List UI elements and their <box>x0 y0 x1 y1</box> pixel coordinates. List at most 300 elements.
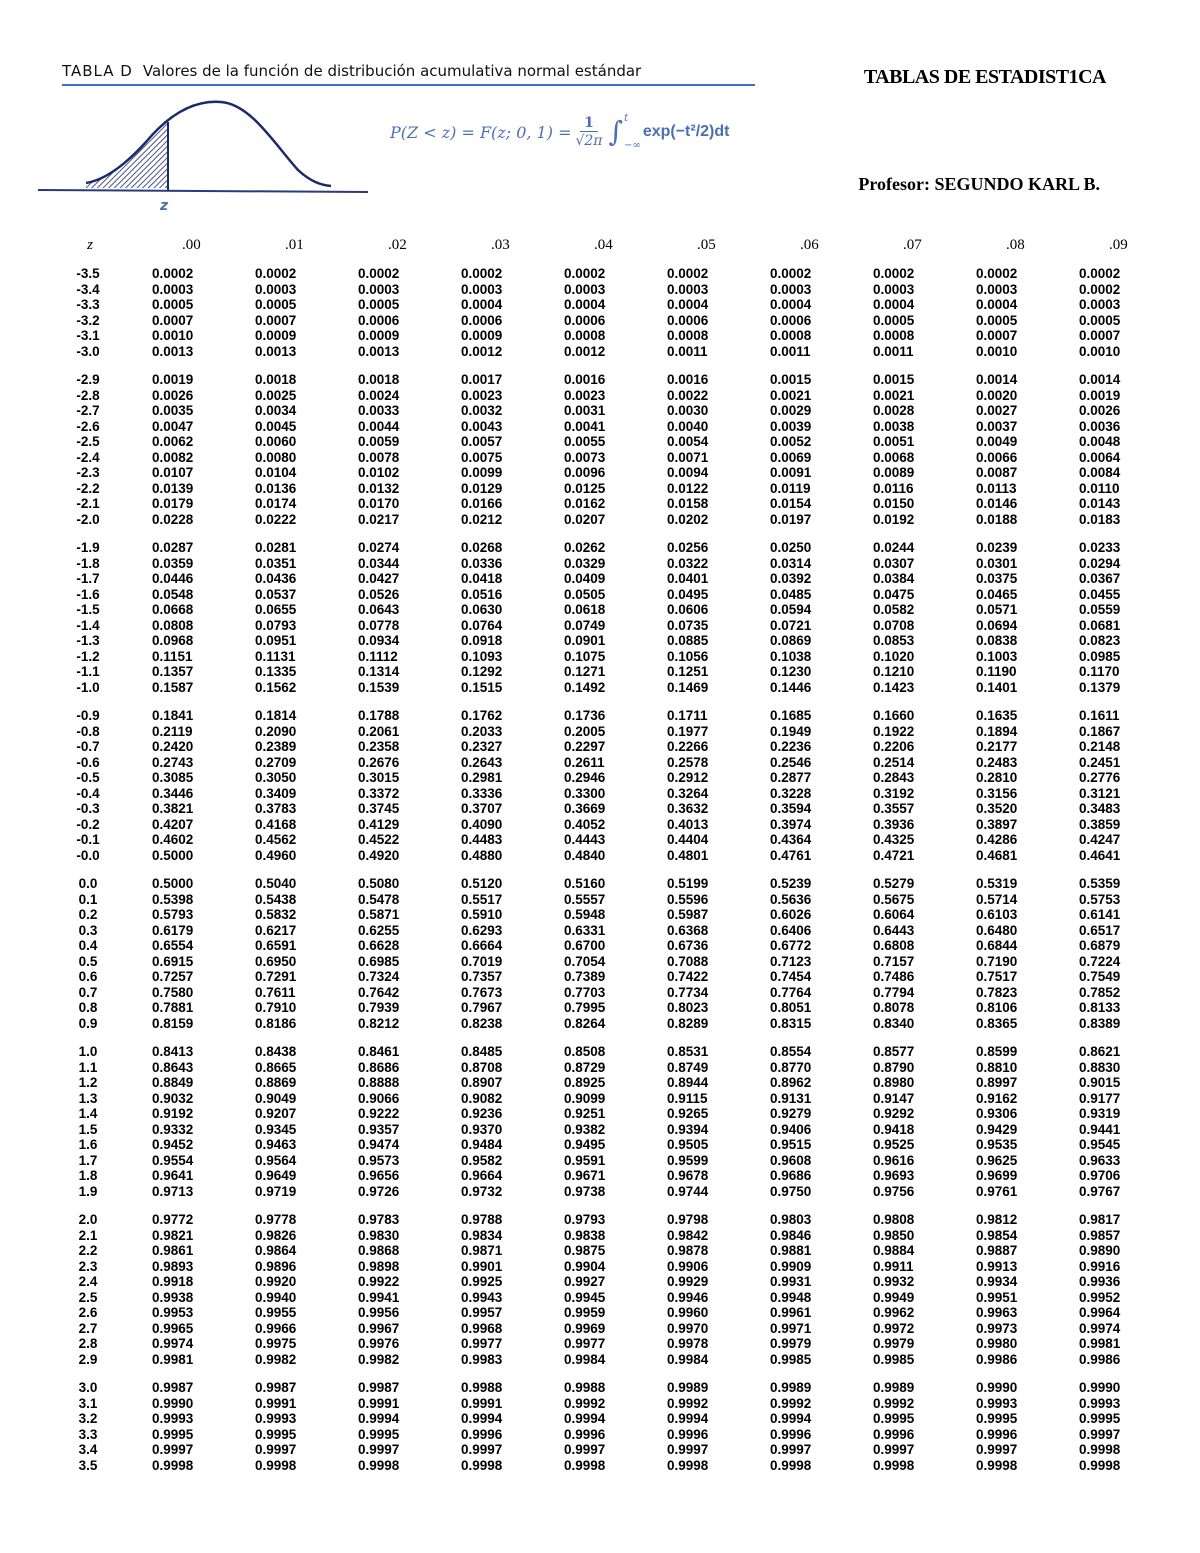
probability-cell: 0.9998 <box>873 1457 915 1473</box>
probability-cell: 0.0136 <box>255 480 297 496</box>
probability-cell: 0.5675 <box>873 891 915 907</box>
probability-cell: 0.9898 <box>358 1258 400 1274</box>
table-row <box>60 985 1150 1001</box>
probability-cell: 0.0007 <box>976 328 1018 343</box>
probability-cell: 0.1492 <box>564 679 606 695</box>
probability-cell: 0.6064 <box>873 907 915 922</box>
professor-name: Profesor: SEGUNDO KARL B. <box>858 174 1100 194</box>
table-row <box>60 403 1150 419</box>
probability-cell: 0.0951 <box>255 633 297 648</box>
probability-cell: 0.6255 <box>358 922 400 938</box>
probability-cell: 0.1093 <box>461 648 503 664</box>
table-row <box>60 633 1150 649</box>
probability-cell: 0.9292 <box>873 1106 915 1121</box>
probability-cell: 0.9573 <box>358 1152 400 1168</box>
probability-cell: 0.0749 <box>564 617 606 633</box>
probability-cell: 0.6480 <box>976 922 1018 938</box>
probability-cell: 0.4483 <box>461 832 503 847</box>
table-row <box>60 1091 1150 1107</box>
table-row <box>60 1228 1150 1244</box>
probability-cell: 0.9998 <box>255 1457 297 1473</box>
probability-cell: 0.9893 <box>152 1258 194 1274</box>
table-row <box>60 1212 1150 1228</box>
column-header: .07 <box>903 236 922 253</box>
probability-cell: 0.4090 <box>461 816 503 832</box>
probability-cell: 0.3821 <box>152 801 194 816</box>
table-row <box>60 1442 1150 1458</box>
probability-cell: 0.4681 <box>976 847 1018 863</box>
z-value: -0.3 <box>76 801 100 816</box>
probability-cell: 0.8729 <box>564 1059 606 1075</box>
formula-integrand: exp(−t²/2)dt <box>642 123 730 140</box>
probability-cell: 0.0032 <box>461 403 503 418</box>
z-value: 3.1 <box>78 1395 98 1411</box>
probability-cell: 0.1685 <box>770 708 812 723</box>
z-value: -1.3 <box>76 633 100 648</box>
probability-cell: 0.9996 <box>667 1426 709 1442</box>
probability-cell: 0.3015 <box>358 770 400 785</box>
probability-cell: 0.1736 <box>564 708 606 723</box>
probability-cell: 0.0036 <box>1079 418 1121 434</box>
probability-cell: 0.0071 <box>667 449 709 465</box>
table-row <box>60 297 1150 313</box>
probability-cell: 0.0329 <box>564 555 606 571</box>
z-value: -3.2 <box>76 312 100 328</box>
table-row <box>60 786 1150 802</box>
probability-cell: 0.2483 <box>976 754 1018 770</box>
probability-cell: 0.0012 <box>461 343 503 359</box>
probability-cell: 0.5279 <box>873 876 915 891</box>
probability-cell: 0.9953 <box>152 1305 194 1320</box>
probability-cell: 0.4364 <box>770 832 812 847</box>
probability-cell: 0.0094 <box>667 465 709 480</box>
probability-cell: 0.9850 <box>873 1227 915 1243</box>
probability-cell: 0.9878 <box>667 1243 709 1258</box>
probability-cell: 0.7019 <box>461 953 503 969</box>
probability-cell: 0.8531 <box>667 1044 709 1059</box>
probability-cell: 0.0003 <box>873 281 915 297</box>
probability-cell: 0.4721 <box>873 847 915 863</box>
probability-cell: 0.9525 <box>873 1137 915 1152</box>
z-value: -2.0 <box>76 511 100 527</box>
probability-cell: 0.0008 <box>770 328 812 343</box>
probability-cell: 0.5478 <box>358 891 400 907</box>
probability-cell: 0.0099 <box>461 465 503 480</box>
probability-cell: 0.0041 <box>564 418 606 434</box>
probability-cell: 0.0082 <box>152 449 194 465</box>
probability-cell: 0.4207 <box>152 816 194 832</box>
z-value: -0.8 <box>76 723 100 739</box>
probability-cell: 0.5000 <box>152 876 194 891</box>
probability-cell: 0.7224 <box>1079 953 1121 969</box>
probability-cell: 0.3936 <box>873 816 915 832</box>
z-value: -2.6 <box>76 418 100 434</box>
probability-cell: 0.3192 <box>873 785 915 801</box>
probability-cell: 0.3409 <box>255 785 297 801</box>
table-row <box>60 876 1150 892</box>
probability-cell: 0.0268 <box>461 540 503 555</box>
table-row <box>60 587 1150 603</box>
table-row <box>60 1153 1150 1169</box>
probability-cell: 0.2177 <box>976 739 1018 754</box>
probability-cell: 0.9970 <box>667 1320 709 1336</box>
probability-cell: 0.0735 <box>667 617 709 633</box>
probability-cell: 0.1841 <box>152 708 194 723</box>
probability-cell: 0.9948 <box>770 1289 812 1305</box>
probability-cell: 0.0475 <box>873 586 915 602</box>
probability-cell: 0.1292 <box>461 664 503 679</box>
probability-cell: 0.7673 <box>461 984 503 1000</box>
probability-cell: 0.8315 <box>770 1015 812 1031</box>
probability-cell: 0.6772 <box>770 938 812 953</box>
probability-cell: 0.9997 <box>358 1442 400 1457</box>
probability-cell: 0.9177 <box>1079 1090 1121 1106</box>
probability-cell: 0.0548 <box>152 586 194 602</box>
probability-cell: 0.0113 <box>976 480 1017 496</box>
probability-cell: 0.0080 <box>255 449 297 465</box>
probability-cell: 0.8997 <box>976 1075 1018 1090</box>
probability-cell: 0.9625 <box>976 1152 1018 1168</box>
table-row <box>60 1274 1150 1290</box>
probability-cell: 0.0069 <box>770 449 812 465</box>
probability-cell: 0.9319 <box>1079 1106 1121 1121</box>
table-row <box>60 649 1150 665</box>
probability-cell: 0.9918 <box>152 1274 194 1289</box>
table-row <box>60 907 1150 923</box>
probability-cell: 0.9992 <box>873 1395 915 1411</box>
probability-cell: 0.0281 <box>255 540 297 555</box>
probability-cell: 0.9998 <box>152 1457 194 1473</box>
probability-cell: 0.6406 <box>770 922 812 938</box>
z-value: -2.4 <box>76 449 100 465</box>
probability-cell: 0.9993 <box>152 1411 194 1426</box>
probability-cell: 0.9793 <box>564 1212 606 1227</box>
probability-cell: 0.0485 <box>770 586 812 602</box>
probability-cell: 0.9279 <box>770 1106 812 1121</box>
probability-cell: 0.0089 <box>873 465 915 480</box>
probability-cell: 0.0004 <box>770 297 812 312</box>
table-row <box>60 1458 1150 1487</box>
probability-cell: 0.0047 <box>152 418 194 434</box>
probability-cell: 0.9357 <box>358 1121 400 1137</box>
probability-cell: 0.0005 <box>152 297 194 312</box>
probability-cell: 0.7967 <box>461 1000 503 1015</box>
probability-cell: 0.9887 <box>976 1243 1018 1258</box>
probability-cell: 0.8133 <box>1079 1000 1121 1015</box>
probability-cell: 0.9996 <box>976 1426 1018 1442</box>
probability-cell: 0.0004 <box>667 297 709 312</box>
table-row <box>60 664 1150 680</box>
probability-cell: 0.0250 <box>770 540 812 555</box>
probability-cell: 0.0002 <box>976 266 1018 281</box>
probability-cell: 0.1814 <box>255 708 297 723</box>
probability-cell: 0.0087 <box>976 465 1018 480</box>
probability-cell: 0.9826 <box>255 1227 297 1243</box>
probability-cell: 0.9980 <box>976 1336 1018 1351</box>
table-row <box>60 1411 1150 1427</box>
probability-cell: 0.1660 <box>873 708 915 723</box>
probability-cell: 0.7422 <box>667 969 709 984</box>
probability-cell: 0.7734 <box>667 984 709 1000</box>
probability-cell: 0.0183 <box>1079 511 1121 527</box>
probability-cell: 0.9998 <box>1079 1442 1121 1457</box>
probability-cell: 0.9992 <box>667 1395 709 1411</box>
probability-cell: 0.9821 <box>152 1227 194 1243</box>
probability-cell: 0.9911 <box>873 1258 914 1274</box>
probability-cell: 0.6554 <box>152 938 194 953</box>
probability-cell: 0.3859 <box>1079 816 1121 832</box>
probability-cell: 0.9989 <box>770 1380 812 1395</box>
probability-cell: 0.0006 <box>667 312 709 328</box>
z-value: 3.3 <box>78 1426 98 1442</box>
probability-cell: 0.0003 <box>152 281 194 297</box>
probability-cell: 0.4960 <box>255 847 297 863</box>
probability-cell: 0.0005 <box>873 312 915 328</box>
probability-cell: 0.0516 <box>461 586 503 602</box>
probability-cell: 0.9582 <box>461 1152 503 1168</box>
probability-cell: 0.0031 <box>564 403 606 418</box>
probability-cell: 0.4129 <box>358 816 400 832</box>
probability-cell: 0.0003 <box>976 281 1018 297</box>
probability-cell: 0.0808 <box>152 617 194 633</box>
z-value: -0.1 <box>76 832 100 847</box>
z-value: -3.3 <box>76 297 100 312</box>
probability-cell: 0.2119 <box>152 723 193 739</box>
z-value: 1.1 <box>78 1059 98 1075</box>
table-row <box>60 1243 1150 1259</box>
probability-cell: 0.6915 <box>152 953 194 969</box>
probability-cell: 0.6517 <box>1079 922 1121 938</box>
probability-cell: 0.8159 <box>152 1015 194 1031</box>
cdf-formula <box>390 113 729 151</box>
probability-cell: 0.0011 <box>873 343 914 359</box>
probability-cell: 0.5714 <box>976 891 1018 907</box>
probability-cell: 0.0003 <box>1079 297 1121 312</box>
probability-cell: 0.5319 <box>976 876 1018 891</box>
integral-limits <box>624 113 641 151</box>
table-row <box>60 328 1150 344</box>
probability-cell: 0.0446 <box>152 571 194 586</box>
z-value: 1.2 <box>78 1075 98 1090</box>
probability-cell: 0.0582 <box>873 602 915 617</box>
x-axis <box>38 190 368 192</box>
z-value: -1.9 <box>76 540 100 555</box>
probability-cell: 0.9394 <box>667 1121 709 1137</box>
probability-cell: 0.0008 <box>873 328 915 343</box>
probability-cell: 0.4286 <box>976 832 1018 847</box>
probability-cell: 0.9608 <box>770 1152 812 1168</box>
probability-cell: 0.0212 <box>461 511 503 527</box>
probability-cell: 0.0005 <box>358 297 400 312</box>
probability-cell: 0.7995 <box>564 1000 606 1015</box>
probability-cell: 0.9976 <box>358 1336 400 1351</box>
probability-cell: 0.9990 <box>152 1395 194 1411</box>
probability-cell: 0.0401 <box>667 571 709 586</box>
probability-cell: 0.9719 <box>255 1183 297 1199</box>
probability-cell: 0.8577 <box>873 1044 915 1059</box>
probability-cell: 0.9115 <box>667 1090 708 1106</box>
z-value: -0.5 <box>76 770 100 785</box>
probability-cell: 0.0018 <box>358 372 400 387</box>
probability-cell: 0.9998 <box>1079 1457 1121 1473</box>
probability-cell: 0.9951 <box>976 1289 1018 1305</box>
probability-cell: 0.0869 <box>770 633 812 648</box>
probability-cell: 0.8643 <box>152 1059 194 1075</box>
probability-cell: 0.9988 <box>461 1380 503 1395</box>
probability-cell: 0.9982 <box>255 1351 297 1367</box>
probability-cell: 0.0002 <box>770 266 812 281</box>
probability-cell: 0.5596 <box>667 891 709 907</box>
probability-cell: 0.0005 <box>1079 312 1121 328</box>
table-row <box>60 1184 1150 1213</box>
probability-cell: 0.0003 <box>461 281 503 297</box>
probability-cell: 0.9993 <box>976 1395 1018 1411</box>
probability-cell: 0.0197 <box>770 511 812 527</box>
table-row <box>60 450 1150 466</box>
probability-cell: 0.6179 <box>152 922 194 938</box>
probability-cell: 0.0035 <box>152 403 194 418</box>
probability-cell: 0.2578 <box>667 754 709 770</box>
probability-cell: 0.1867 <box>1079 723 1121 739</box>
probability-cell: 0.0052 <box>770 434 812 449</box>
probability-cell: 0.2810 <box>976 770 1018 785</box>
probability-cell: 0.1515 <box>461 679 503 695</box>
probability-cell: 0.7486 <box>873 969 915 984</box>
probability-cell: 0.6844 <box>976 938 1018 953</box>
probability-cell: 0.0051 <box>873 434 915 449</box>
probability-cell: 0.9964 <box>1079 1305 1121 1320</box>
probability-cell: 0.9938 <box>152 1289 194 1305</box>
probability-cell: 0.9978 <box>667 1336 709 1351</box>
probability-cell: 0.9997 <box>564 1442 606 1457</box>
probability-cell: 0.0007 <box>255 312 297 328</box>
probability-cell: 0.0110 <box>1079 480 1120 496</box>
probability-cell: 0.0192 <box>873 511 915 527</box>
probability-cell: 0.0002 <box>667 266 709 281</box>
probability-cell: 0.0039 <box>770 418 812 434</box>
probability-cell: 0.0004 <box>564 297 606 312</box>
table-row <box>60 434 1150 450</box>
brand-title: TABLAS DE ESTADIST1CA <box>863 66 1106 88</box>
probability-cell: 0.9959 <box>564 1305 606 1320</box>
probability-cell: 0.9564 <box>255 1152 297 1168</box>
probability-cell: 0.5832 <box>255 907 297 922</box>
probability-cell: 0.7764 <box>770 984 812 1000</box>
probability-cell: 0.9992 <box>564 1395 606 1411</box>
table-row <box>60 969 1150 985</box>
probability-cell: 0.5948 <box>564 907 606 922</box>
header-spacer <box>60 258 1150 266</box>
z-value: 0.7 <box>78 984 98 1000</box>
probability-cell: 0.5160 <box>564 876 606 891</box>
probability-cell: 0.0618 <box>564 602 606 617</box>
probability-cell: 0.6950 <box>255 953 297 969</box>
probability-cell: 0.2709 <box>255 754 297 770</box>
probability-cell: 0.9997 <box>461 1442 503 1457</box>
probability-cell: 0.9049 <box>255 1090 297 1106</box>
probability-cell: 0.9998 <box>667 1457 709 1473</box>
table-row <box>60 832 1150 848</box>
probability-cell: 0.9713 <box>152 1183 194 1199</box>
probability-cell: 0.9616 <box>873 1152 915 1168</box>
probability-cell: 0.0007 <box>152 312 194 328</box>
probability-cell: 0.9306 <box>976 1106 1018 1121</box>
probability-cell: 0.7454 <box>770 969 812 984</box>
probability-cell: 0.0005 <box>255 297 297 312</box>
z-value: -1.0 <box>76 679 100 695</box>
probability-cell: 0.2236 <box>770 739 812 754</box>
table-row <box>60 1321 1150 1337</box>
probability-cell: 0.9971 <box>770 1320 812 1336</box>
column-header: .05 <box>697 236 716 253</box>
probability-cell: 0.2611 <box>564 754 605 770</box>
probability-cell: 0.3372 <box>358 785 400 801</box>
probability-cell: 0.1711 <box>667 708 708 723</box>
probability-cell: 0.9916 <box>1079 1258 1121 1274</box>
probability-cell: 0.8869 <box>255 1075 297 1090</box>
probability-cell: 0.9817 <box>1079 1212 1121 1227</box>
probability-cell: 0.0294 <box>1079 555 1121 571</box>
probability-cell: 0.9997 <box>976 1442 1018 1457</box>
probability-cell: 0.0287 <box>152 540 194 555</box>
probability-cell: 0.0006 <box>358 312 400 328</box>
probability-cell: 0.0427 <box>358 571 400 586</box>
z-value: -1.6 <box>76 586 100 602</box>
probability-cell: 0.9966 <box>255 1320 297 1336</box>
probability-cell: 0.0418 <box>461 571 503 586</box>
probability-cell: 0.9857 <box>1079 1227 1121 1243</box>
z-value: 2.3 <box>78 1258 98 1274</box>
z-value: -2.2 <box>76 480 100 496</box>
probability-cell: 0.7910 <box>255 1000 297 1015</box>
z-value: 0.0 <box>78 876 98 891</box>
z-value: 0.8 <box>78 1000 98 1015</box>
probability-cell: 0.2546 <box>770 754 812 770</box>
probability-cell: 0.0013 <box>255 343 297 359</box>
table-row <box>60 848 1150 877</box>
probability-cell: 0.9996 <box>770 1426 812 1442</box>
probability-cell: 0.0011 <box>770 343 811 359</box>
probability-cell: 0.9995 <box>152 1426 194 1442</box>
probability-cell: 0.1271 <box>564 664 606 679</box>
probability-cell: 0.1379 <box>1079 679 1121 695</box>
probability-cell: 0.7794 <box>873 984 915 1000</box>
probability-cell: 0.0436 <box>255 571 297 586</box>
probability-cell: 0.9961 <box>770 1305 812 1320</box>
probability-cell: 0.0010 <box>1079 343 1121 359</box>
probability-cell: 0.0344 <box>358 555 400 571</box>
probability-cell: 0.9956 <box>358 1305 400 1320</box>
probability-cell: 0.0003 <box>358 281 400 297</box>
probability-cell: 0.1210 <box>873 664 915 679</box>
probability-cell: 0.8888 <box>358 1075 400 1090</box>
probability-cell: 0.0885 <box>667 633 709 648</box>
probability-cell: 0.0351 <box>255 555 297 571</box>
probability-cell: 0.2676 <box>358 754 400 770</box>
probability-cell: 0.8770 <box>770 1059 812 1075</box>
probability-cell: 0.9985 <box>770 1351 812 1367</box>
probability-cell: 0.0918 <box>461 633 503 648</box>
probability-cell: 0.1190 <box>976 664 1017 679</box>
probability-cell: 0.9993 <box>1079 1395 1121 1411</box>
table-row <box>60 954 1150 970</box>
z-value: -1.1 <box>76 664 100 679</box>
probability-cell: 0.0096 <box>564 465 606 480</box>
probability-cell: 0.1423 <box>873 679 915 695</box>
probability-cell: 0.9474 <box>358 1137 400 1152</box>
probability-cell: 0.0008 <box>564 328 606 343</box>
z-value: -2.8 <box>76 387 100 403</box>
